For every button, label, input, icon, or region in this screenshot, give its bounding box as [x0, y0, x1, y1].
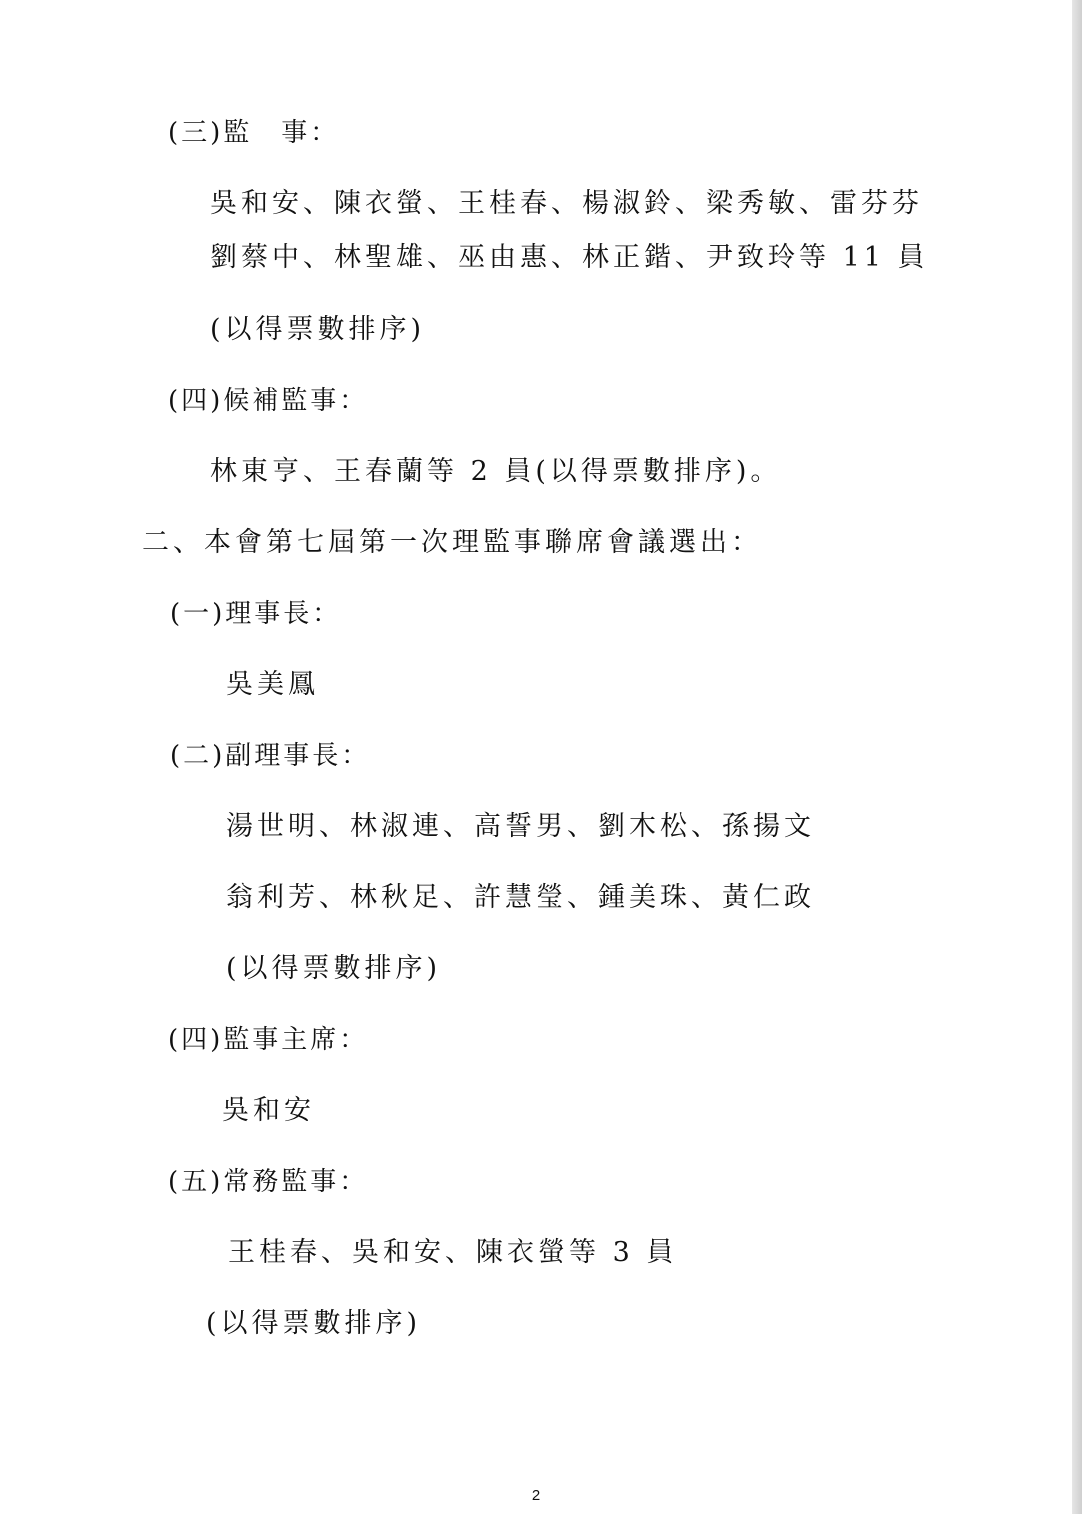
section-heading-chairman: (一)理事長： — [170, 599, 342, 629]
section-heading-vice-chairman: (二)副理事長： — [170, 741, 371, 771]
page-edge — [1072, 0, 1082, 1514]
vice-chairman-order-note: (以得票數排序) — [226, 953, 442, 984]
section-heading-joint-meeting: 二、本會第七屆第一次理監事聯席會議選出： — [142, 527, 762, 558]
vice-chairman-names-line-1: 湯世明、林淑連、高誓男、劉木松、孫揚文 — [226, 811, 815, 842]
supervisor-names-line-2: 劉蔡中、林聖雄、巫由惠、林正鍇、尹致玲等 11 員 — [210, 242, 929, 273]
supervisor-names-line-1: 吳和安、陳衣螢、王桂春、楊淑鈴、梁秀敏、雷芬芬 — [210, 188, 923, 219]
standing-supervisor-order-note: (以得票數排序) — [206, 1308, 422, 1339]
alternate-supervisor-names: 林東亨、王春蘭等 2 員(以得票數排序)。 — [210, 456, 782, 487]
page-number: 2 — [531, 1487, 541, 1504]
supervisor-order-note: (以得票數排序) — [210, 314, 426, 345]
vice-chairman-names-line-2: 翁利芳、林秋足、許慧瑩、鍾美珠、黃仁政 — [226, 882, 815, 913]
standing-supervisor-names: 王桂春、吳和安、陳衣螢等 3 員 — [228, 1237, 678, 1268]
section-heading-supervisors: (三)監 事： — [168, 118, 340, 148]
section-heading-alternate-supervisors: (四)候補監事： — [168, 386, 369, 416]
section-heading-supervisor-chair: (四)監事主席： — [168, 1025, 369, 1055]
chairman-name: 吳美鳳 — [226, 669, 319, 700]
section-heading-standing-supervisors: (五)常務監事： — [168, 1167, 369, 1197]
supervisor-chair-name: 吳和安 — [222, 1095, 315, 1126]
